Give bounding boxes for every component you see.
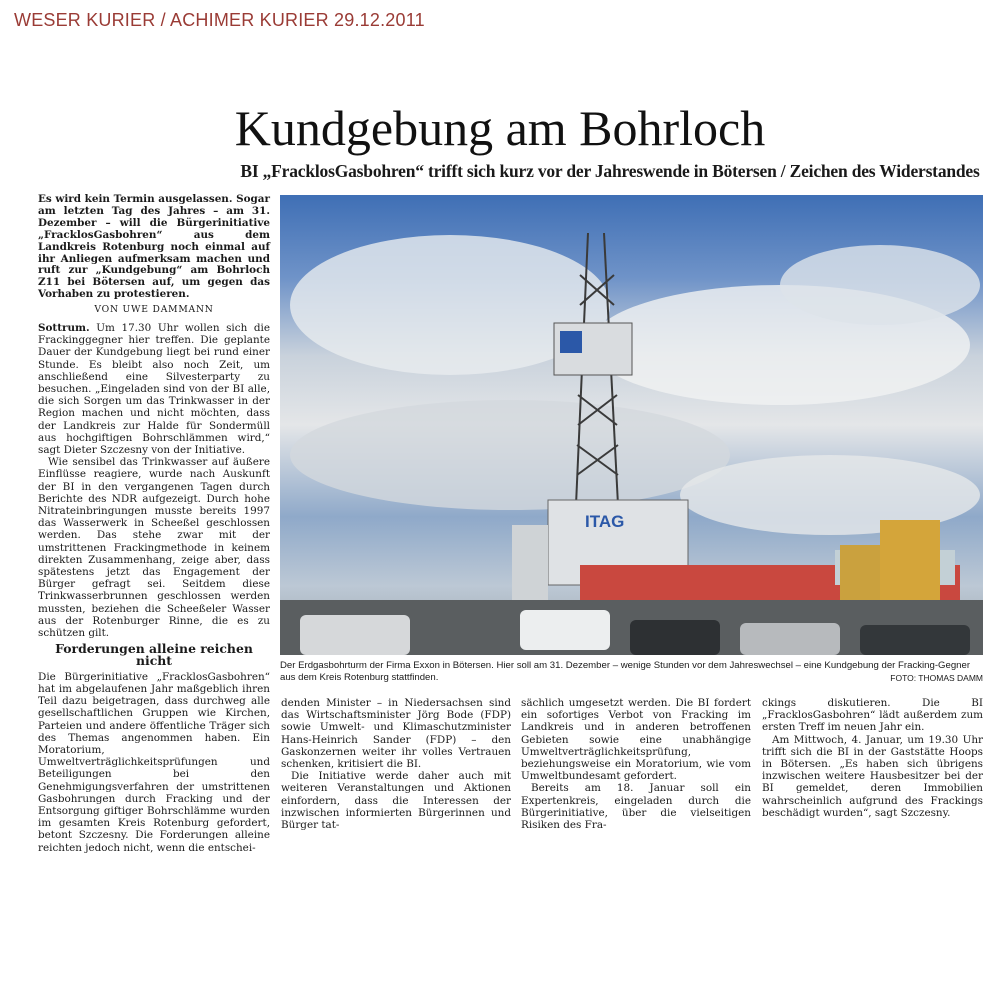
paragraph: Die Bürgerinitiative „FracklosGasbohren“ hat im abgelaufenen Jahr maßgeblich ihren Teil dazu beigetragen, dass durchweg alle gesellschaftlichen Gruppen wie Kirchen, Parteien und andere öffentliche Träger sich des Themas angenommen haben. Ein Moratorium, Umweltverträglichkeitsprüfungen und Beteiligungen bei den Genehmigungsverfahren der umstrittenen Gasbohrungen durch Fracking und der Entsorgung giftiger Bohrschlämme wurden im gesamten Kreis Rotenburg gefordert, betont Szczesny. Die Forderungen alleine reichten jedoch nicht, wenn die entschei- [38, 670, 270, 854]
subheadline: BI „FracklosGasbohren“ trifft sich kurz vor der Jahreswende in Bötersen / Zeichen des Widerstandes [240, 161, 980, 181]
drilling-rig-photo [280, 195, 983, 655]
lead-paragraph: Es wird kein Termin ausgelassen. Sogar am letzten Tag des Jahres – am 31. Dezember – will die Bürgerinitiative „FracklosGasbohren“ aus dem Landkreis Rotenburg noch einmal auf ihr Anliegen aufmerksam machen und ruft zur „Kundgebung“ am Bohrloch Z11 bei Bötersen auf, um gegen das Vorhaben zu protestieren. [38, 193, 271, 301]
headline: Kundgebung am Bohrloch [234, 100, 766, 156]
article-column-1 [38, 322, 270, 854]
paragraph-text: Um 17.30 Uhr wollen sich die Frackinggegner hier treffen. Die geplante Dauer der Kundgebung liegt bei rund einer Stunde. Es bleibt also noch Zeit, um anschließend eine Silvesterparty zu besuchen. „Eingeladen sind von der BI alle, die sich Sorgen um das Trinkwasser in der Region machen und nicht möchten, dass der Landkreis zur Halde für Sondermüll aus hochgiftigen Bohrschlämmen wird,“ sagt Dieter Szczesny von der Initiative. [38, 322, 270, 457]
paragraph: Bereits am 18. Januar soll ein Expertenkreis, eingeladen durch die Bürgerinitiative, über die vielseitigen Risiken des Fra- [521, 782, 751, 832]
drilling-rig-image [280, 195, 983, 655]
paragraph [38, 322, 270, 456]
section-subhead: Forderungen alleine reichen nicht [55, 641, 253, 669]
paragraph: sächlich umgesetzt werden. Die BI fordert ein sofortiges Verbot von Fracking im Landkreis und in anderen betroffenen Gebieten sowie eine unabhängige Umweltverträglichkeitsprüfung, beziehungsweise ein Moratorium, wie vom Umweltbundesamt gefordert. [521, 697, 751, 783]
paragraph: denden Minister – in Niedersachsen sind das Wirtschaftsminister Jörg Bode (FDP) sowie Umwelt- und Klimaschutzminister Hans-Heinrich Sander (FDP) – den Gaskonzernen weiter ihr volles Vertrauen schenken, kritisiert die BI. [281, 697, 511, 771]
source-line: WESER KURIER / ACHIMER KURIER 29.12.2011 [14, 10, 425, 30]
caption-text: Der Erdgasbohrturm der Firma Exxon in Bötersen. Hier soll am 31. Dezember – wenige Stunden vor dem Jahreswechsel – eine Kundgebung der Fracking-Gegner aus dem Kreis Rotenburg stattfinden. [280, 660, 971, 683]
paragraph: Die Initiative werde daher auch mit weiteren Veranstaltungen und Aktionen einfordern, dass die Interessen der inzwischen informierten Bürgerinnen und Bürger tat- [281, 770, 511, 832]
article-column-4 [762, 697, 983, 819]
photo-credit: FOTO: THOMAS DAMM [890, 673, 983, 683]
paragraph: Wie sensibel das Trinkwasser auf äußere Einflüsse reagiere, wurde nach Auskunft der BI in den vergangenen Tagen durch Berichte des NDR aufgezeigt. Durch hohe Nitrateinbringungen musste bereits 1997 das Wasserwerk in Scheeßel geschlossen werden. Das stehe zwar mit der umstrittenen Frackingmethode in keinem direkten Zusammenhang, zeige aber, dass spätestens jetzt das Engagement der Bürger gefragt sei. Seitdem diese Trinkwasserbrunnen geschlossen werden mussten, beziehen die Scheeßeler Wasser aus der Rotenburger Rinne, die es zu schützen gilt. [38, 456, 270, 640]
article-column-3 [521, 697, 751, 831]
photo-caption [280, 660, 983, 684]
byline: VON UWE DAMMANN [94, 304, 214, 315]
rig-label: ITAG [585, 512, 625, 531]
dateline: Sottrum. [38, 322, 90, 334]
paragraph: Am Mittwoch, 4. Januar, um 19.30 Uhr trifft sich die BI in der Gaststätte Hoops in Bötersen. „Es haben sich übrigens inzwischen weitere Hausbesitzer bei der BI gemeldet, deren Immobilien wahrscheinlich aufgrund des Frackings beschädigt wurden“, sagt Szczesny. [762, 733, 983, 819]
article-column-2 [281, 697, 511, 831]
paragraph: ckings diskutieren. Die BI „FracklosGasbohren“ lädt außerdem zum ersten Treff im neuen Jahr ein. [762, 697, 983, 734]
